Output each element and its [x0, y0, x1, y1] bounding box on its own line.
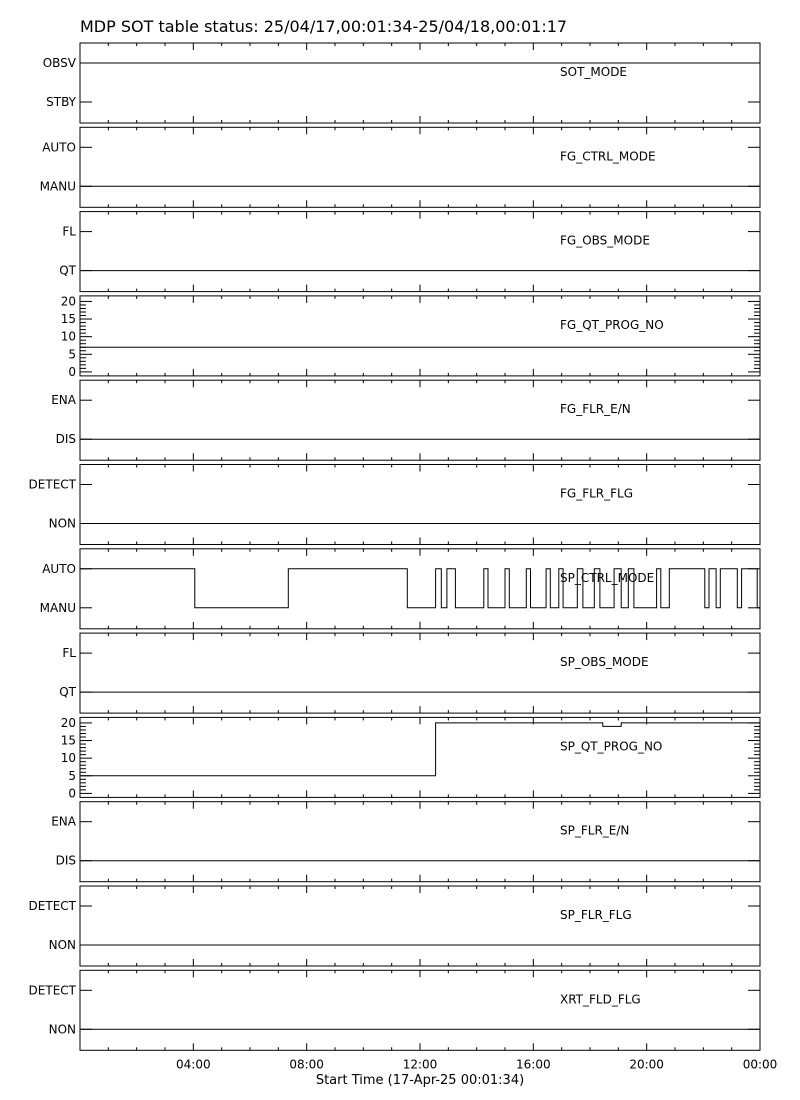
y-tick-label: NON [48, 1022, 76, 1037]
y-tick-label: 15 [60, 312, 76, 327]
y-tick-label: FL [62, 224, 76, 239]
panel-label: FG_QT_PROG_NO [560, 317, 664, 332]
y-tick-label: ENA [51, 393, 76, 408]
y-tick-label: 5 [68, 768, 76, 783]
x-tick-label: 20:00 [629, 1057, 664, 1072]
y-tick-label: STBY [46, 95, 76, 109]
y-tick-label: 0 [68, 364, 76, 379]
panel-label: FG_FLR_E/N [560, 402, 631, 417]
y-tick-label: MANU [39, 179, 76, 194]
y-tick-label: NON [48, 938, 76, 952]
y-tick-label: 20 [60, 294, 76, 309]
x-axis-title: Start Time (17-Apr-25 00:01:34) [315, 1073, 525, 1088]
y-tick-label: DIS [55, 853, 76, 868]
panel-label: SOT_MODE [560, 65, 628, 79]
x-tick-label: 12:00 [402, 1057, 438, 1072]
y-tick-label: ENA [51, 814, 76, 829]
y-tick-label: QT [59, 263, 76, 278]
panel-label: SP_OBS_MODE [560, 655, 649, 670]
chart-title: MDP SOT table status: 25/04/17,00:01:34-25/04/18,00:01:17 [80, 17, 568, 36]
y-tick-label: DETECT [28, 983, 76, 998]
x-tick-label: 16:00 [516, 1057, 551, 1072]
panel-label: FG_OBS_MODE [560, 233, 650, 248]
y-tick-label: 20 [60, 715, 76, 730]
y-tick-label: MANU [39, 600, 76, 615]
x-tick-label: 04:00 [176, 1057, 211, 1072]
y-tick-label: 0 [68, 786, 76, 801]
y-tick-label: AUTO [42, 561, 76, 576]
panel-label: SP_CTRL_MODE [560, 570, 655, 585]
y-tick-label: DETECT [28, 899, 76, 913]
y-tick-label: 5 [68, 347, 76, 362]
y-tick-label: FL [62, 646, 76, 661]
y-tick-label: OBSV [42, 56, 76, 70]
y-tick-label: DIS [55, 432, 76, 447]
y-tick-label: DETECT [28, 477, 76, 492]
y-tick-label: NON [48, 516, 76, 531]
y-tick-label: QT [59, 685, 76, 700]
panel-label: SP_FLR_FLG [560, 908, 632, 922]
y-tick-label: AUTO [42, 140, 76, 155]
panel-label: SP_FLR_E/N [560, 823, 630, 838]
x-tick-label: 08:00 [289, 1057, 324, 1072]
y-tick-label: 15 [60, 733, 76, 748]
panel-label: FG_CTRL_MODE [560, 149, 656, 164]
y-tick-label: 10 [60, 751, 76, 766]
panel-label: XRT_FLD_FLG [560, 992, 641, 1007]
panel-label: FG_FLR_FLG [560, 486, 634, 501]
x-tick-label: 00:00 [742, 1057, 778, 1072]
panel-label: SP_QT_PROG_NO [560, 739, 663, 754]
y-tick-label: 10 [60, 329, 76, 344]
